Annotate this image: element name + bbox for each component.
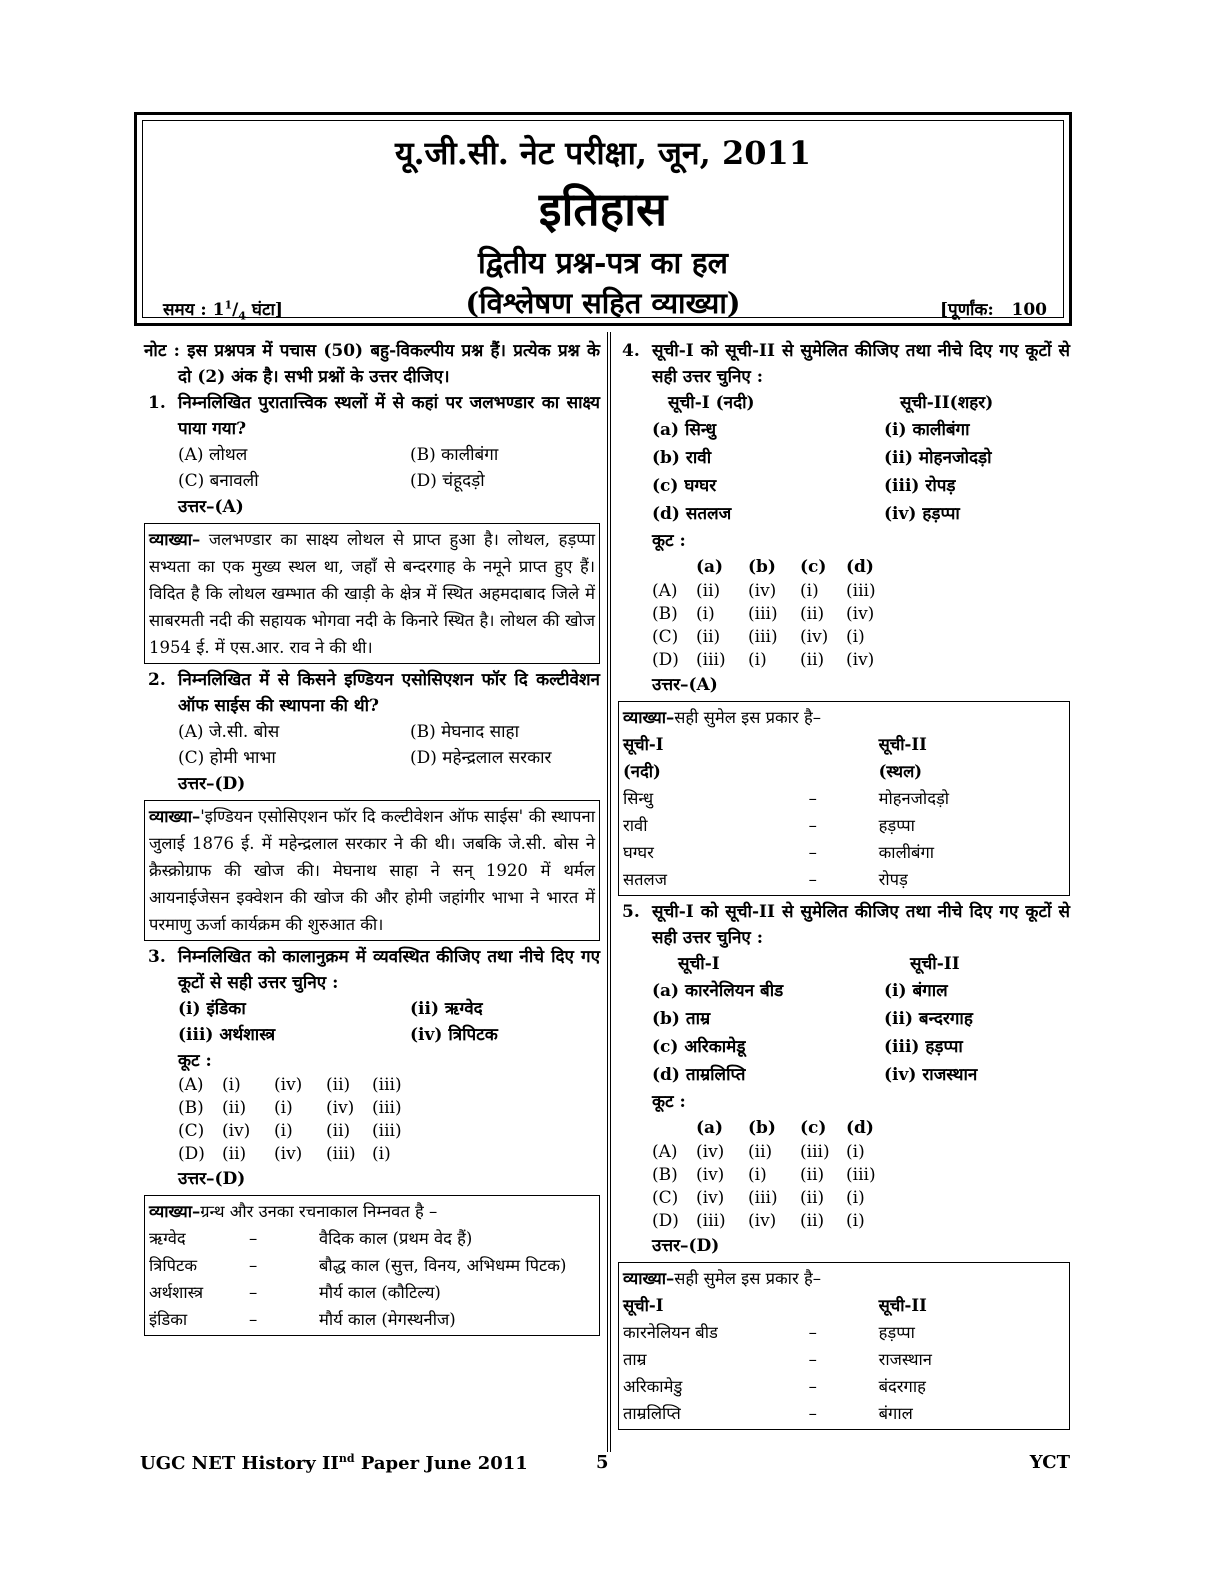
code-cell: (iv) (696, 1188, 725, 1208)
answer: उत्तर–(A) (178, 497, 244, 517)
code-cell: (iv) (696, 1165, 725, 1185)
list-header: सूची-II(शहर) (900, 393, 994, 413)
code-cell: (c) (800, 557, 827, 577)
answer: उत्तर–(A) (652, 675, 718, 695)
exp-term: ताम्रलिप्ति (623, 1404, 681, 1423)
exp-dash: – (249, 1283, 258, 1302)
answer: उत्तर–(D) (178, 1169, 246, 1189)
question-text: सूची-I को सूची-II से सुमेलित कीजिए तथा नीचे दिए गए कूटों से सही उत्तर चुनिए : (652, 341, 1070, 387)
code-cell: (b) (748, 557, 776, 577)
code-cell: (C) (652, 627, 679, 647)
code-row (652, 1141, 1070, 1164)
option: (B) मेघनाद साहा (410, 722, 519, 742)
code-row (652, 580, 1070, 603)
code-cell: (d) (846, 1118, 874, 1138)
list-item: (iv) हड़प्पा (884, 504, 960, 524)
code-cell: (iii) (372, 1075, 402, 1095)
code-label: कूट : (178, 1051, 212, 1071)
code-cell: (b) (748, 1118, 776, 1138)
code-cell: (iii) (326, 1144, 356, 1164)
column-divider (607, 332, 611, 1452)
exp-desc: बौद्ध काल (सुत्त, विनय, अभिधम्म पिटक) (319, 1256, 567, 1275)
option: (C) होमी भाभा (178, 748, 276, 768)
code-cell: (B) (652, 604, 678, 624)
option: (D) महेन्द्रलाल सरकार (410, 748, 552, 768)
code-cell: (i) (846, 627, 865, 647)
exp-dash: – (808, 1404, 817, 1423)
code-row (652, 1164, 1070, 1187)
exp-desc: रोपड़ (878, 870, 908, 889)
code-cell: (iii) (800, 1142, 830, 1162)
exp-term: इंडिका (149, 1310, 188, 1329)
code-cell: (i) (800, 581, 819, 601)
explanation-row (149, 1279, 595, 1306)
list-item: (c) घग्घर (652, 476, 717, 496)
exp-dash: – (249, 1229, 258, 1248)
list-item: (iii) हड़प्पा (884, 1037, 963, 1057)
marks-info: [पूर्णांक: 100 (940, 300, 1047, 320)
question-3 (144, 944, 600, 1192)
list-item: (iv) त्रिपिटक (410, 1025, 498, 1045)
exp-desc: हड़प्पा (878, 1323, 915, 1342)
exp-dash: – (808, 1323, 817, 1342)
option: (A) लोथल (178, 445, 248, 465)
code-cell: (iii) (696, 1211, 726, 1231)
list-item: (a) कारनेलियन बीड (652, 981, 784, 1001)
option: (B) कालीबंगा (410, 445, 499, 465)
question-number: 2. (148, 670, 166, 690)
match-row (652, 472, 1070, 500)
code-cell: (iii) (748, 1188, 778, 1208)
exp-term: घग्घर (623, 843, 654, 862)
code-label: कूट : (652, 531, 686, 551)
list-header: सूची-II (910, 954, 960, 974)
code-cell: (iii) (846, 581, 876, 601)
explanation-row (149, 1252, 595, 1279)
explanation-row (623, 1400, 1065, 1427)
code-header (652, 1115, 1070, 1141)
code-cell (652, 1115, 696, 1141)
code-cell: (d) (846, 557, 874, 577)
code-cell: (iii) (748, 627, 778, 647)
explanation-4: व्याख्या–सही सुमेल इस प्रकार है– सूची-I सूची-II (नदी) (स्थल) सिन्धु – मोहनजोदड़ो रावी – हड़प्पा घग्घर – कालीबंगा सतलज – रोपड़ (618, 701, 1070, 896)
code-cell: (i) (696, 604, 715, 624)
code-cell: (ii) (696, 627, 721, 647)
match-row (652, 1061, 1070, 1089)
code-cell: (ii) (326, 1075, 351, 1095)
list-item: (d) ताम्रलिप्ति (652, 1065, 746, 1085)
subject-title: इतिहास (538, 182, 668, 236)
code-cell: (a) (696, 557, 724, 577)
exp-desc: कालीबंगा (878, 843, 935, 862)
match-row (652, 500, 1070, 528)
explanation-row (149, 1306, 595, 1333)
question-5 (618, 899, 1070, 1259)
publisher: YCT (1029, 1452, 1070, 1473)
explanation-row (623, 1319, 1065, 1346)
code-cell: (iv) (696, 1142, 725, 1162)
answer: उत्तर–(D) (178, 774, 246, 794)
explanation-3: व्याख्या–ग्रन्थ और उनका रचनाकाल निम्नवत है – ऋग्वेद – वैदिक काल (प्रथम वेद हैं) त्रिपिटक – बौद्ध काल (सुत्त, विनय, अभिधम्म पिटक) अर्थशास्त्र – मौर्य काल (कौटिल्य) इंडिका – मौर्य काल (मेगस्थनीज) (144, 1195, 600, 1336)
code-cell: (a) (696, 1118, 724, 1138)
code-cell: (i) (274, 1098, 293, 1118)
header-inner-frame (142, 120, 1064, 323)
list-item: (d) सतलज (652, 504, 732, 524)
right-column (618, 338, 1070, 1433)
code-row (652, 649, 1070, 672)
code-cell: (i) (222, 1075, 241, 1095)
code-cell: (ii) (800, 1165, 825, 1185)
code-label: कूट : (652, 1092, 686, 1112)
match-row (652, 416, 1070, 444)
code-cell: (ii) (326, 1121, 351, 1141)
explanation-row (149, 1225, 595, 1252)
explanation-2: व्याख्या–'इण्डियन एसोसिएशन फॉर दि कल्टीवेशन ऑफ साईस' की स्थापना जुलाई 1876 ई. में महेन्द्रलाल सरकार ने की थी। जबकि जे.सी. बोस ने क्रैस्क्रोग्राफ की खोज की। मेघनाथ साहा ने सन् 1920 में थर्मल आयनाईजेसन इक्वेशन की खोज की और होमी जहांगीर भाभा ने भारत में परमाणु ऊर्जा कार्यक्रम की शुरुआत की। (144, 800, 600, 941)
code-cell: (i) (846, 1188, 865, 1208)
code-cell: (iv) (326, 1098, 355, 1118)
code-cell: (B) (652, 1165, 678, 1185)
code-cell: (iv) (800, 627, 829, 647)
code-cell: (iii) (696, 650, 726, 670)
list-item: (c) अरिकामेडू (652, 1037, 746, 1057)
exp-term: अर्थशास्त्र (149, 1283, 204, 1302)
code-cell: (ii) (800, 604, 825, 624)
paper-title: द्वितीय प्रश्न-पत्र का हल (477, 246, 729, 281)
exp-desc: हड़प्पा (878, 816, 915, 835)
code-cell: (D) (652, 1211, 679, 1231)
code-row (652, 1187, 1070, 1210)
exp-term: सतलज (623, 870, 667, 889)
code-row (178, 1143, 600, 1166)
code-header (652, 554, 1070, 580)
code-cell: (A) (652, 581, 678, 601)
question-4 (618, 338, 1070, 698)
match-lists (652, 416, 1070, 528)
code-cell: (iv) (274, 1075, 303, 1095)
list-item: (iii) अर्थशास्त्र (178, 1025, 276, 1045)
answer: उत्तर–(D) (652, 1236, 720, 1256)
code-cell: (A) (652, 1142, 678, 1162)
code-cell: (ii) (800, 650, 825, 670)
explanation-table (149, 1225, 595, 1333)
option: (A) जे.सी. बोस (178, 722, 280, 742)
exp-term: ताम्र (623, 1350, 647, 1369)
note: नोट : इस प्रश्नपत्र में पचास (50) बहु-विकल्पीय प्रश्न हैं। प्रत्येक प्रश्न के दो (2) अंक है। सभी प्रश्नों के उत्तर दीजिए। (144, 341, 600, 387)
explanation-table: सूची-I सूची-II (नदी) (स्थल) सिन्धु – मोहनजोदड़ो रावी – हड़प्पा घग्घर – कालीबंगा सतलज – रोपड़ (623, 731, 1065, 893)
explanation-5: व्याख्या–सही सुमेल इस प्रकार है– सूची-I सूची-II कारनेलियन बीड – हड़प्पा ताम्र – राजस्थान अरिकामेडु – बंदरगाह ताम्रलिप्ति – बंगाल (618, 1262, 1070, 1430)
left-column (144, 338, 600, 1339)
code-row (178, 1120, 600, 1143)
exam-title: यू.जी.सी. नेट परीक्षा, जून, 2011 (394, 134, 812, 172)
list-item: (i) बंगाल (884, 981, 948, 1001)
match-row (652, 1005, 1070, 1033)
code-cell: (i) (846, 1142, 865, 1162)
question-text: निम्नलिखित पुरातात्त्विक स्थलों में से कहां पर जलभण्डार का साक्ष्य पाया गया? (178, 393, 600, 439)
code-cell: (iv) (748, 581, 777, 601)
question-text: सूची-I को सूची-II से सुमेलित कीजिए तथा नीचे दिए गए कूटों से सही उत्तर चुनिए : (652, 902, 1070, 948)
question-number: 5. (622, 902, 640, 922)
explanation-row (623, 839, 1065, 866)
code-cell: (iii) (846, 1165, 876, 1185)
exp-desc: राजस्थान (878, 1350, 932, 1369)
exp-desc: वैदिक काल (प्रथम वेद हैं) (319, 1229, 473, 1248)
code-cell: (D) (652, 650, 679, 670)
code-cell: (iv) (222, 1121, 251, 1141)
exp-dash: – (808, 816, 817, 835)
code-table (178, 1074, 600, 1166)
exp-term: सिन्धु (623, 789, 654, 808)
list-item: (i) इंडिका (178, 999, 246, 1019)
page-number: 5 (596, 1452, 609, 1473)
exp-desc: मोहनजोदड़ो (878, 789, 950, 808)
explanation-row (623, 866, 1065, 893)
code-cell: (ii) (800, 1188, 825, 1208)
time-info: समय : $1^1/_4$ घंटा] (163, 298, 283, 323)
question-number: 4. (622, 341, 640, 361)
code-cell: (iii) (372, 1098, 402, 1118)
page-header (134, 112, 1072, 326)
explanation-table: सूची-I सूची-II कारनेलियन बीड – हड़प्पा ताम्र – राजस्थान अरिकामेडु – बंदरगाह ताम्रलिप्ति – बंगाल (623, 1292, 1065, 1427)
explanation-row (623, 1373, 1065, 1400)
code-cell: (i) (748, 650, 767, 670)
list-header: सूची-I (678, 954, 720, 974)
exp-dash: – (808, 1377, 817, 1396)
list-item: (ii) ऋग्वेद (410, 999, 483, 1019)
exp-dash: – (808, 870, 817, 889)
code-cell: (iv) (846, 650, 875, 670)
list-item: (a) सिन्धु (652, 420, 717, 440)
explanation-row (623, 812, 1065, 839)
exp-dash: – (249, 1256, 258, 1275)
code-cell: (i) (274, 1121, 293, 1141)
exp-dash: – (249, 1310, 258, 1329)
option: (D) चंहूदड़ो (410, 471, 485, 491)
code-cell: (iii) (372, 1121, 402, 1141)
exp-term: अरिकामेडु (623, 1377, 683, 1396)
exp-term: रावी (623, 816, 648, 835)
code-cell: (A) (178, 1075, 204, 1095)
list-header: सूची-I (नदी) (668, 393, 755, 413)
code-row (652, 1210, 1070, 1233)
exp-dash: – (808, 843, 817, 862)
code-cell: (ii) (800, 1211, 825, 1231)
exp-term: कारनेलियन बीड (623, 1323, 718, 1342)
paper-subtitle: (विश्लेषण सहित व्याख्या) (465, 286, 741, 320)
code-row (652, 626, 1070, 649)
code-cell: (ii) (222, 1098, 247, 1118)
exp-dash: – (808, 1350, 817, 1369)
code-cell: (iii) (748, 604, 778, 624)
match-row (652, 1033, 1070, 1061)
code-cell: (B) (178, 1098, 204, 1118)
footer-title: UGC NET History IInd Paper June 2011 (140, 1452, 528, 1474)
option: (C) बनावली (178, 471, 259, 491)
code-cell: (iv) (846, 604, 875, 624)
code-cell: (i) (748, 1165, 767, 1185)
code-cell: (C) (652, 1188, 679, 1208)
list-item: (ii) मोहनजोदड़ो (884, 448, 992, 468)
code-cell: (c) (800, 1118, 827, 1138)
exp-desc: मौर्य काल (मेगस्थनीज) (319, 1310, 456, 1329)
list-item: (b) रावी (652, 448, 712, 468)
match-row (652, 977, 1070, 1005)
exp-desc: बंदरगाह (878, 1377, 926, 1396)
code-row (652, 603, 1070, 626)
match-lists (652, 977, 1070, 1089)
code-cell: (ii) (696, 581, 721, 601)
code-table (652, 1115, 1070, 1233)
question-text: निम्नलिखित को कालानुक्रम में व्यवस्थित कीजिए तथा नीचे दिए गए कूटों से सही उत्तर चुनिए : (178, 947, 600, 993)
list-item: (iv) राजस्थान (884, 1065, 978, 1085)
list-item: (b) ताम्र (652, 1009, 711, 1029)
code-cell: (C) (178, 1121, 205, 1141)
code-cell: (i) (846, 1211, 865, 1231)
code-cell: (ii) (222, 1144, 247, 1164)
code-cell: (iv) (274, 1144, 303, 1164)
code-cell: (i) (372, 1144, 391, 1164)
code-cell: (ii) (748, 1142, 773, 1162)
question-number: 3. (148, 947, 166, 967)
list-item: (ii) बन्दरगाह (884, 1009, 973, 1029)
exp-term: ऋग्वेद (149, 1229, 186, 1248)
explanation-row (623, 1346, 1065, 1373)
code-cell: (iv) (748, 1211, 777, 1231)
code-row (178, 1097, 600, 1120)
question-text: निम्नलिखित में से किसने इण्डियन एसोसिएशन फॉर दि कल्टीवेशन ऑफ साईस की स्थापना की थी? (178, 670, 600, 716)
code-table (652, 554, 1070, 672)
exp-desc: बंगाल (878, 1404, 913, 1423)
code-cell (652, 554, 696, 580)
question-1 (144, 390, 600, 520)
question-number: 1. (148, 393, 166, 413)
match-row (652, 444, 1070, 472)
explanation-row (623, 785, 1065, 812)
exp-term: त्रिपिटक (149, 1256, 198, 1275)
code-row (178, 1074, 600, 1097)
code-cell: (D) (178, 1144, 205, 1164)
list-item: (i) कालीबंगा (884, 420, 970, 440)
question-2 (144, 667, 600, 797)
explanation-1: व्याख्या– जलभण्डार का साक्ष्य लोथल से प्राप्त हुआ है। लोथल, हड़प्पा सभ्यता का एक मुख्य स्थल था, जहाँ से बन्दरगाह के नमूने प्राप्त हुए हैं। विदित है कि लोथल खम्भात की खाड़ी के क्षेत्र में स्थित अहमदाबाद जिले में साबरमती नदी की सहायक भोगवा नदी के किनारे स्थित है। लोथल की खोज 1954 ई. में एस.आर. राव ने की थी। (144, 523, 600, 664)
exp-dash: – (808, 789, 817, 808)
exp-desc: मौर्य काल (कौटिल्य) (319, 1283, 441, 1302)
list-item: (iii) रोपड़ (884, 476, 956, 496)
